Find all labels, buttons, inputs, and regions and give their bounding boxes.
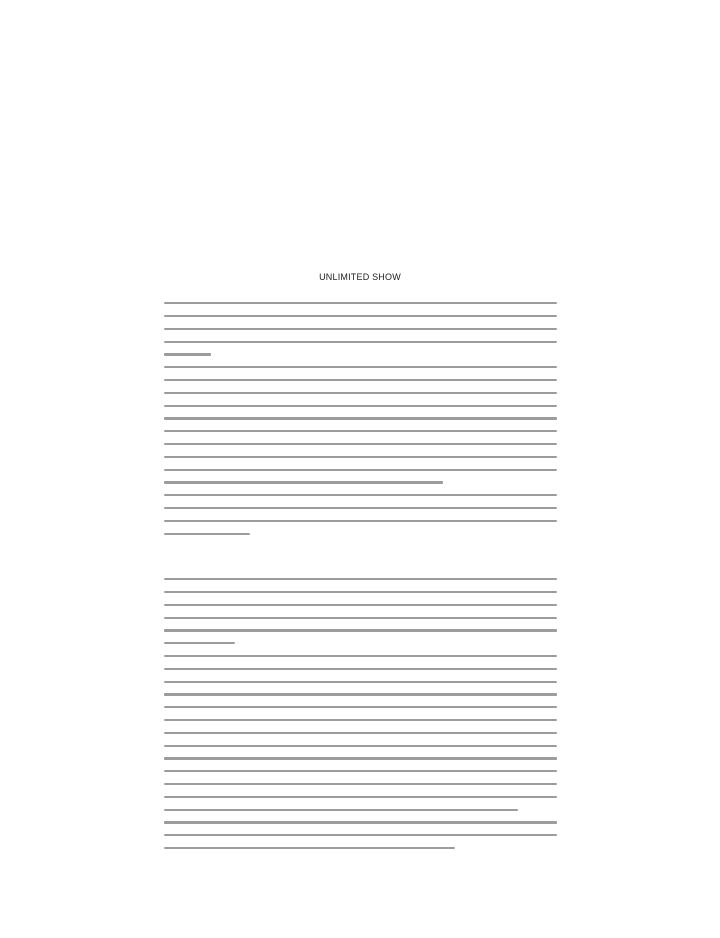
korean-text-line: [164, 515, 557, 528]
japanese-text-line: [164, 611, 557, 624]
japanese-text-line: [164, 573, 557, 586]
japanese-text-line: [164, 688, 557, 701]
japanese-text-line: [164, 599, 557, 612]
japanese-paragraph: [164, 650, 557, 816]
japanese-text-line: [164, 765, 557, 778]
korean-paragraph: [164, 297, 557, 361]
japanese-text-line: [164, 663, 557, 676]
korean-text-line: [164, 297, 557, 310]
korean-text-line: [164, 451, 557, 464]
korean-text-line: [164, 348, 557, 361]
japanese-text-line: [164, 816, 557, 829]
korean-text-line: [164, 335, 557, 348]
japanese-text-line: [164, 675, 557, 688]
japanese-text-line: [164, 624, 557, 637]
document-title: UNLIMITED SHOW: [319, 272, 401, 282]
korean-text-line: [164, 323, 557, 336]
japanese-text-line: [164, 739, 557, 752]
japanese-text-line: [164, 637, 557, 650]
japanese-text-line: [164, 727, 557, 740]
korean-text-line: [164, 489, 557, 502]
korean-text-line: [164, 399, 557, 412]
japanese-text-line: [164, 586, 557, 599]
korean-text-line: [164, 361, 557, 374]
japanese-text-line: [164, 714, 557, 727]
korean-paragraph: [164, 489, 557, 540]
korean-text-line: [164, 476, 557, 489]
korean-text-line: [164, 310, 557, 323]
korean-text-line: [164, 387, 557, 400]
japanese-text-line: [164, 791, 557, 804]
korean-text-line: [164, 374, 557, 387]
korean-text-line: [164, 412, 557, 425]
japanese-text-line: [164, 842, 557, 855]
korean-text-line: [164, 502, 557, 515]
korean-text-line: [164, 438, 557, 451]
japanese-text-line: [164, 803, 557, 816]
japanese-text-line: [164, 778, 557, 791]
korean-paragraph: [164, 361, 557, 489]
japanese-paragraph: [164, 816, 557, 854]
japanese-text-block: [164, 573, 557, 855]
korean-text-line: [164, 527, 557, 540]
korean-text-block: [164, 297, 557, 540]
japanese-paragraph: [164, 573, 557, 650]
japanese-text-line: [164, 752, 557, 765]
japanese-text-line: [164, 829, 557, 842]
korean-text-line: [164, 463, 557, 476]
korean-text-line: [164, 425, 557, 438]
japanese-text-line: [164, 650, 557, 663]
japanese-text-line: [164, 701, 557, 714]
